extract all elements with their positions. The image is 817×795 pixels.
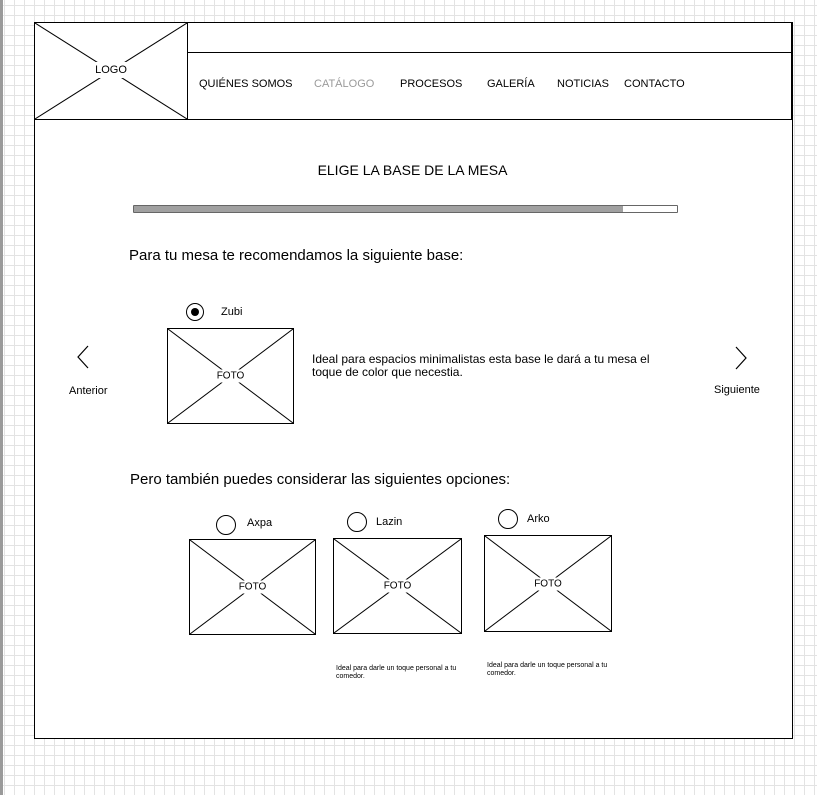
photo-arko	[484, 535, 612, 632]
option-name-zubi: Zubi	[221, 306, 243, 318]
option-name-axpa: Axpa	[247, 517, 273, 529]
nav-item-quienes-somos[interactable]: QUIÉNES SOMOS	[199, 78, 293, 90]
previous-button[interactable]: Anterior	[69, 385, 108, 397]
radio-arko[interactable]	[498, 509, 518, 529]
option-name-lazin: Lazin	[376, 516, 403, 528]
description-arko: Ideal para darle un toque personal a tu comedor.	[487, 662, 608, 677]
chevron-right-icon[interactable]	[734, 346, 748, 370]
photo-label: FOTO	[381, 580, 415, 593]
nav-item-procesos[interactable]: PROCESOS	[400, 78, 463, 90]
nav-item-catalogo[interactable]: CATÁLOGO	[314, 78, 375, 90]
photo-axpa	[189, 539, 316, 635]
photo-zubi	[167, 328, 294, 424]
alternatives-heading: Pero también puedes considerar las siguientes opciones:	[130, 471, 511, 488]
radio-lazin[interactable]	[347, 512, 367, 532]
description-zubi: Ideal para espacios minimalistas esta base le dará a tu mesa el toque de color que necestia.	[312, 352, 650, 379]
photo-label: FOTO	[531, 577, 565, 590]
nav-item-contacto[interactable]: CONTACTO	[624, 78, 685, 90]
radio-zubi[interactable]	[186, 303, 204, 321]
logo-label: LOGO	[91, 62, 131, 78]
recommended-heading: Para tu mesa te recomendamos la siguiente base:	[129, 247, 464, 264]
photo-label: FOTO	[214, 370, 248, 383]
radio-axpa[interactable]	[216, 515, 236, 535]
progress-fill	[134, 206, 623, 212]
canvas-left-rule	[0, 0, 3, 795]
header-top-bar	[187, 22, 792, 53]
description-lazin: Ideal para darle un toque personal a tu comedor.	[336, 665, 457, 680]
page-title: ELIGE LA BASE DE LA MESA	[317, 162, 508, 178]
next-button[interactable]: Siguiente	[714, 384, 760, 396]
logo[interactable]	[34, 22, 188, 120]
photo-label: FOTO	[236, 581, 270, 594]
photo-lazin	[333, 538, 462, 634]
option-name-arko: Arko	[527, 513, 550, 525]
nav-item-noticias[interactable]: NOTICIAS	[557, 78, 609, 90]
chevron-left-icon[interactable]	[76, 345, 90, 369]
progress-bar	[133, 205, 678, 213]
nav-item-galeria[interactable]: GALERÍA	[487, 78, 535, 90]
